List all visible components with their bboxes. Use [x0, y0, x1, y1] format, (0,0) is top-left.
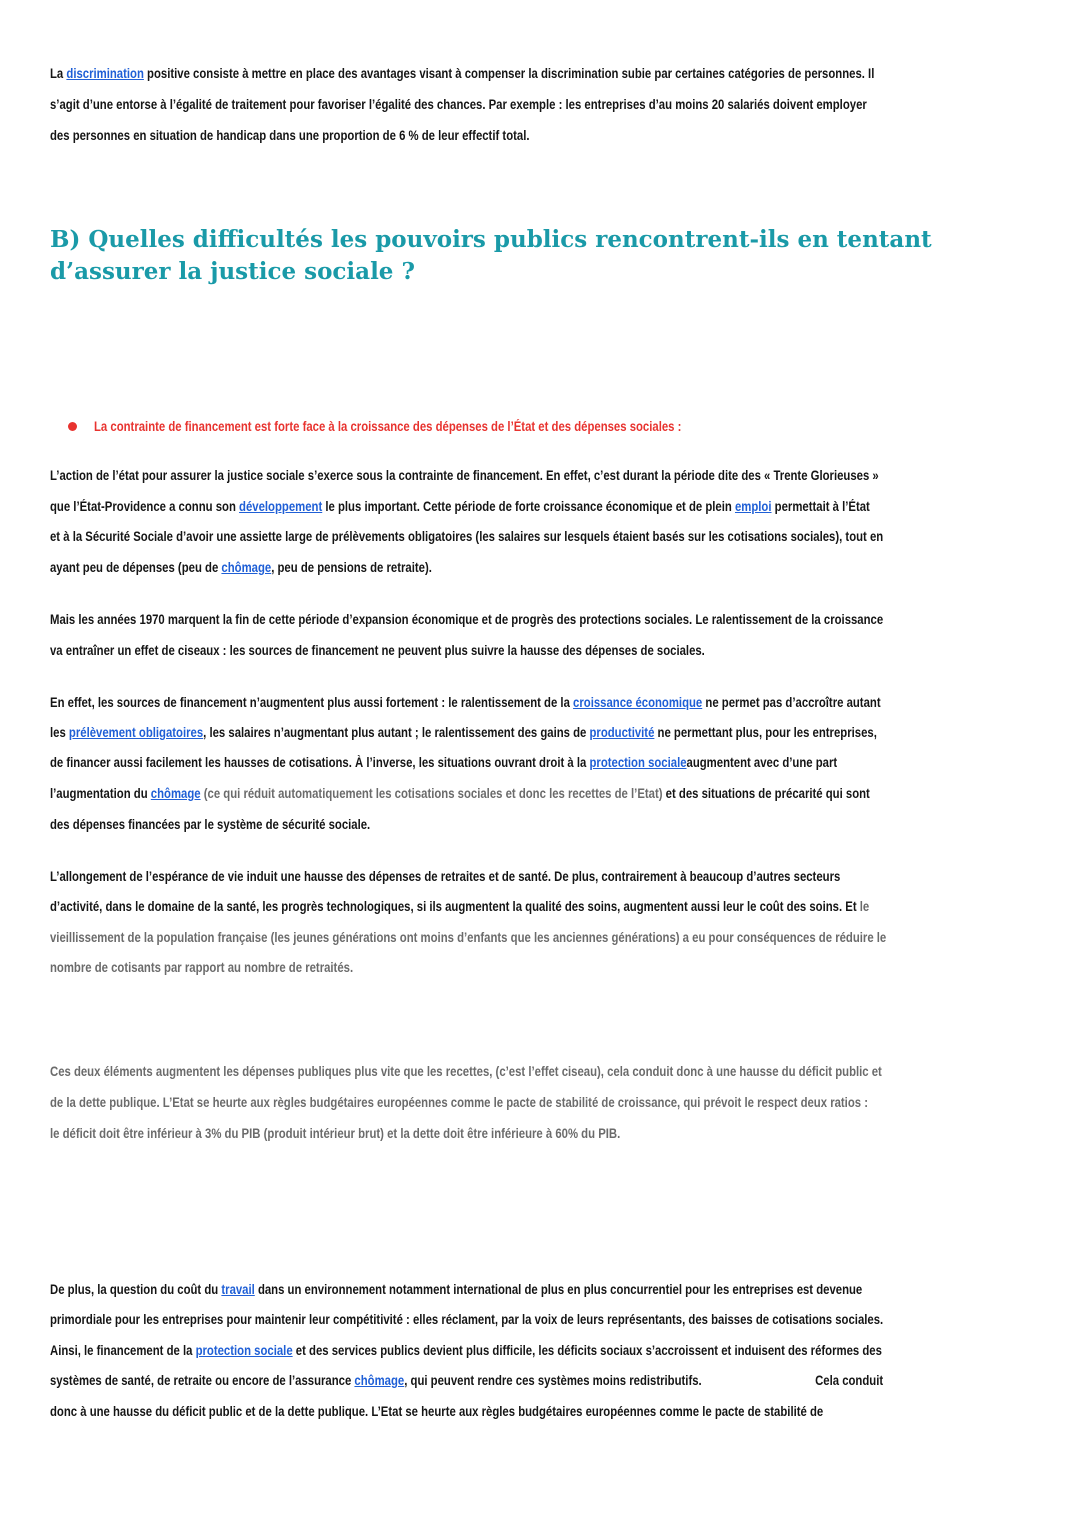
text-segment: La — [50, 66, 67, 81]
paragraph-4-line — [50, 724, 877, 742]
glossary-link[interactable]: emploi — [734, 499, 772, 514]
paragraph-3-line — [50, 642, 705, 660]
text-segment: ayant peu de dépenses (peu de — [50, 560, 222, 575]
text-segment: s’agit d’une entorse à l’égalité de traitement pour favoriser l’égalité des chances. Par exemple : les entreprises d’au moins 20 salariés doivent employer — [50, 97, 867, 112]
glossary-link[interactable]: chômage — [354, 1373, 405, 1388]
text-segment: le déficit doit être inférieur à 3% du PIB (produit intérieur brut) et la dette doit être inférieure à 60% du PIB. — [50, 1126, 621, 1141]
text-segment: systèmes de santé, de retraite ou encore de l’assurance — [50, 1373, 355, 1388]
glossary-link[interactable]: protection sociale — [195, 1343, 293, 1358]
text-segment: primordiale pour les entreprises pour maintenir leur compétitivité : elles réclament, par la voix de leurs représentants, des baisses de cotisations sociales. — [50, 1312, 884, 1327]
text-segment: l’augmentation du — [50, 786, 151, 801]
text-segment: des personnes en situation de handicap dans une proportion de 6 % de leur effectif total. — [50, 128, 530, 143]
glossary-link[interactable]: chômage — [221, 560, 272, 575]
paragraph-2-line — [50, 467, 879, 485]
paragraph-4-line — [50, 694, 881, 712]
text-segment: le plus important. Cette période de forte croissance économique et de plein — [322, 499, 735, 514]
paragraph-5-line — [50, 868, 840, 886]
bullet-dot-icon — [68, 422, 77, 431]
text-segment: de la dette publique. L’Etat se heurte aux règles budgétaires européennes comme le pacte de stabilité de croissance, qui prévoit le respect deux ratios : — [50, 1095, 869, 1110]
text-segment: En effet, les sources de financement n’augmentent plus aussi fortement : le ralentissement de la — [50, 695, 574, 710]
text-segment: que l’État-Providence a connu son — [50, 499, 240, 514]
text-segment: des dépenses financées par le système de sécurité sociale. — [50, 817, 371, 832]
paragraph-5-line — [50, 929, 886, 947]
paragraph-7-line — [50, 1342, 882, 1360]
paragraph-6-line — [50, 1063, 882, 1081]
text-segment: L’action de l’état pour assurer la justice sociale s’exerce sous la contrainte de financement. En effet, c’est durant la période dite des « Trente Glorieuses » — [50, 468, 879, 483]
paragraph-2-line — [50, 498, 870, 516]
text-segment: permettait à l’État — [771, 499, 870, 514]
text-segment: L’allongement de l’espérance de vie induit une hausse des dépenses de retraites et de santé. De plus, contrairement à beaucoup d’autres secteurs — [50, 869, 841, 884]
text-segment: Ces deux éléments augmentent les dépenses publiques plus vite que les recettes, (c’est l’effet ciseau), cela conduit donc à une hausse du déficit public et — [50, 1064, 882, 1079]
text-segment: le — [859, 899, 870, 914]
glossary-link[interactable]: productivité — [589, 725, 655, 740]
paragraph-7-line — [50, 1311, 883, 1329]
text-segment: (ce qui réduit automatiquement les cotisations sociales et donc les recettes de l’Etat) — [200, 786, 663, 801]
text-segment: va entraîner un effet de ciseaux : les sources de financement ne peuvent plus suivre la hausse des dépenses de sociales. — [50, 643, 705, 658]
text-segment: augmentent avec d’une part — [686, 755, 838, 770]
glossary-link[interactable]: développement — [239, 499, 323, 514]
text-segment: les — [50, 725, 69, 740]
paragraph-7-line — [50, 1372, 883, 1390]
paragraph-6-line — [50, 1125, 620, 1143]
text-segment: positive consiste à mettre en place des avantages visant à compenser la discrimination subie par certaines catégories de personnes. Il — [143, 66, 875, 81]
bullet-text: La contrainte de financement est forte face à la croissance des dépenses de l’État et des dépenses sociales : — [94, 419, 682, 434]
paragraph-2-line — [50, 559, 432, 577]
paragraph-3-line — [50, 611, 883, 629]
paragraph-7-line — [50, 1281, 862, 1299]
text-segment: et des situations de précarité qui sont — [662, 786, 870, 801]
glossary-link[interactable]: travail — [221, 1282, 255, 1297]
text-segment: Mais les années 1970 marquent la fin de cette période d’expansion économique et de progrès des protections sociales. Le ralentissement de la croissance — [50, 612, 884, 627]
text-segment: Ainsi, le financement de la — [50, 1343, 196, 1358]
text-segment: et des services publics devient plus difficile, les déficits sociaux s’accroissent et induisent des réformes des — [292, 1343, 882, 1358]
text-segment: de financer aussi facilement les hausses de cotisations. À l’inverse, les situations ouvrant droit à la — [50, 755, 590, 770]
paragraph-4-line — [50, 754, 837, 772]
section-heading: B) Quelles difficultés les pouvoirs publics rencontrent-ils en tentant d’assurer la justice sociale ? — [50, 226, 932, 285]
paragraph-6-line — [50, 1094, 868, 1112]
text-segment: dans un environnement notamment international de plus en plus concurrentiel pour les entreprises est devenue — [254, 1282, 863, 1297]
text-segment: De plus, la question du coût du — [50, 1282, 222, 1297]
text-segment: Cela conduit — [815, 1373, 884, 1388]
paragraph-4-line — [50, 816, 370, 834]
paragraph-5-line — [50, 898, 869, 916]
text-segment: , peu de pensions de retraite). — [271, 560, 432, 575]
text-segment: d’activité, dans le domaine de la santé, les progrès technologiques, si ils augmentent la qualité des soins, augmentent aussi leur le coût des soins. Et — [50, 899, 860, 914]
text-segment: et à la Sécurité Sociale d’avoir une assiette large de prélèvements obligatoires (les salaires sur lesquels étaient basés sur les cotisations sociales), tout en — [50, 529, 884, 544]
text-segment: , qui peuvent rendre ces systèmes moins redistributifs. — [404, 1373, 702, 1388]
text-segment: nombre de cotisants par rapport au nombre de retraités. — [50, 960, 354, 975]
text-segment: ne permettant plus, pour les entreprises, — [654, 725, 877, 740]
paragraph-1-line — [50, 127, 530, 145]
bullet-item — [68, 419, 793, 434]
glossary-link[interactable]: protection sociale — [589, 755, 687, 770]
text-segment: vieillissement de la population française (les jeunes générations ont moins d’enfants que les anciennes générations) a eu pour conséquences de réduire le — [50, 930, 887, 945]
text-segment: donc à une hausse du déficit public et de la dette publique. L’Etat se heurte aux règles budgétaires européennes comme le pacte de stabilité de — [50, 1404, 824, 1419]
paragraph-1-line — [50, 96, 867, 114]
glossary-link[interactable]: prélèvement obligatoires — [68, 725, 204, 740]
paragraph-7-line — [50, 1403, 823, 1421]
glossary-link[interactable]: chômage — [150, 786, 201, 801]
paragraph-4-line — [50, 785, 870, 803]
text-segment: ne permet pas d’accroître autant — [702, 695, 881, 710]
paragraph-1-line — [50, 65, 874, 83]
glossary-link[interactable]: discrimination — [66, 66, 144, 81]
text-segment: , les salaires n’augmentant plus autant ; le ralentissement des gains de — [203, 725, 590, 740]
glossary-link[interactable]: croissance économique — [573, 695, 703, 710]
paragraph-5-line — [50, 959, 353, 977]
paragraph-2-line — [50, 528, 883, 546]
